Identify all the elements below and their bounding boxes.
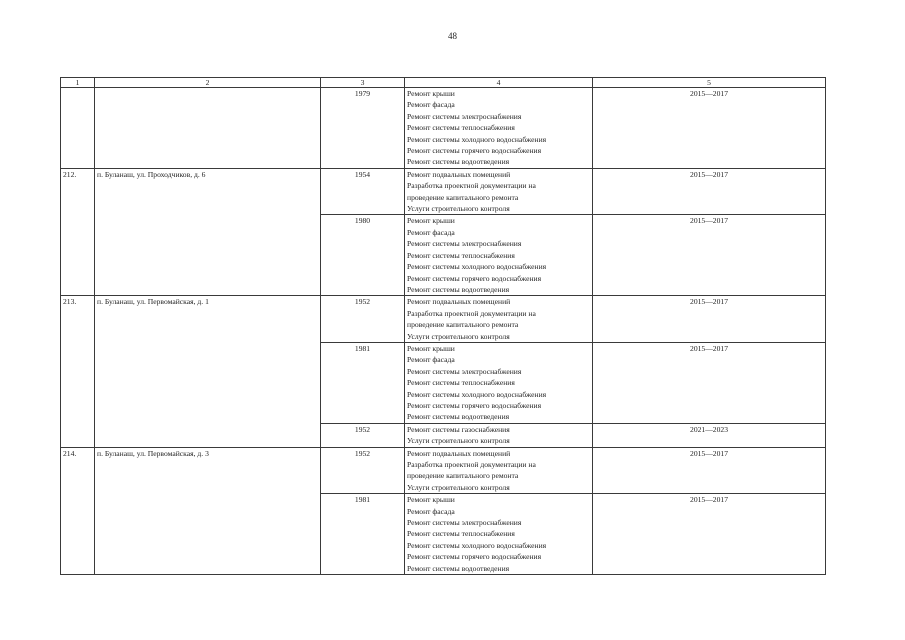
work-item: Ремонт фасада <box>407 227 455 237</box>
year-cell: 1952 <box>321 447 405 494</box>
row-number: 212. <box>61 168 95 295</box>
work-item: Услуги строительного контроля <box>407 482 510 492</box>
works-cell <box>405 423 593 447</box>
work-item: Разработка проектной документации на <box>407 181 536 191</box>
work-item: Ремонт системы электроснабжения <box>407 111 522 121</box>
row-number <box>61 88 95 169</box>
address-cell: п. Буланаш, ул. Проходчиков, д. 6 <box>95 168 321 295</box>
year-cell: 1979 <box>321 88 405 169</box>
address-cell <box>95 88 321 169</box>
work-item: Ремонт крыши <box>407 495 455 505</box>
work-item: Разработка проектной документации на <box>407 460 536 469</box>
work-item: Ремонт системы теплоснабжения <box>407 250 515 260</box>
year-cell: 1954 <box>321 168 405 215</box>
header-cell: 3 <box>321 78 405 88</box>
period-cell: 2015—2017 <box>593 215 826 296</box>
header-cell: 4 <box>405 78 593 88</box>
works-cell <box>405 494 593 575</box>
work-item: Ремонт подвальных помещений <box>407 448 511 458</box>
works-cell <box>405 215 593 296</box>
work-item: проведение капитального ремонта <box>407 320 519 330</box>
table-body <box>61 78 826 575</box>
work-item: Ремонт системы горячего водоснабжения <box>407 400 542 410</box>
work-item: Ремонт системы электроснабжения <box>407 518 522 528</box>
year-cell: 1981 <box>321 494 405 575</box>
work-item: Ремонт системы горячего водоснабжения <box>407 273 542 283</box>
work-item: Ремонт системы горячего водоснабжения <box>407 552 542 562</box>
work-item: Ремонт системы теплоснабжения <box>407 378 515 388</box>
address-cell: п. Буланаш, ул. Первомайская, д. 3 <box>95 447 321 574</box>
header-cell: 5 <box>593 78 826 88</box>
work-item: проведение капитального ремонта <box>407 192 519 202</box>
work-item: Ремонт подвальных помещений <box>407 297 511 307</box>
work-item: Ремонт системы холодного водоснабжения <box>407 262 547 272</box>
work-item: Ремонт крыши <box>407 216 455 226</box>
works-cell <box>405 447 593 494</box>
work-item: Услуги строительного контроля <box>407 331 510 341</box>
works-cell <box>405 296 593 343</box>
work-item: Ремонт системы водоотведения <box>407 412 510 422</box>
work-item: Ремонт системы теплоснабжения <box>407 529 515 539</box>
address-cell: п. Буланаш, ул. Первомайская, д. 1 <box>95 296 321 447</box>
period-cell: 2015—2017 <box>593 447 826 494</box>
repair-schedule-table <box>60 77 826 575</box>
works-cell <box>405 88 593 169</box>
works-cell <box>405 168 593 215</box>
period-cell: 2021—2023 <box>593 423 826 447</box>
work-item: Ремонт системы горячего водоснабжения <box>407 146 542 156</box>
table-row <box>61 447 826 494</box>
work-item: Услуги строительного контроля <box>407 436 510 446</box>
work-item: Ремонт подвальных помещений <box>407 169 511 179</box>
work-item: Разработка проектной документации на <box>407 308 536 318</box>
year-cell: 1952 <box>321 423 405 447</box>
period-cell: 2015—2017 <box>593 296 826 343</box>
work-item: Ремонт крыши <box>407 343 455 353</box>
year-cell: 1980 <box>321 215 405 296</box>
work-item: Ремонт системы теплоснабжения <box>407 123 515 133</box>
period-cell: 2015—2017 <box>593 88 826 169</box>
year-cell: 1981 <box>321 342 405 423</box>
work-item: Ремонт системы электроснабжения <box>407 239 522 249</box>
work-item: Услуги строительного контроля <box>407 204 510 214</box>
page-number: 48 <box>448 31 457 41</box>
table-row <box>61 88 826 169</box>
work-item: Ремонт крыши <box>407 89 455 98</box>
work-item: Ремонт системы водоотведения <box>407 563 510 573</box>
work-item: Ремонт системы водоотведения <box>407 157 510 167</box>
work-item: Ремонт системы холодного водоснабжения <box>407 389 547 399</box>
work-item: Ремонт фасада <box>407 100 455 110</box>
work-item: проведение капитального ремонта <box>407 471 519 481</box>
work-item: Ремонт системы газоснабжения <box>407 424 510 434</box>
work-item: Ремонт системы холодного водоснабжения <box>407 540 547 550</box>
works-cell <box>405 342 593 423</box>
work-item: Ремонт системы водоотведения <box>407 284 510 294</box>
header-cell: 2 <box>95 78 321 88</box>
work-item: Ремонт системы холодного водоснабжения <box>407 134 547 144</box>
work-item: Ремонт фасада <box>407 506 455 516</box>
year-cell: 1952 <box>321 296 405 343</box>
header-row <box>61 78 826 88</box>
table-row <box>61 296 826 343</box>
row-number: 214. <box>61 447 95 574</box>
header-cell: 1 <box>61 78 95 88</box>
row-number: 213. <box>61 296 95 447</box>
period-cell: 2015—2017 <box>593 494 826 575</box>
work-item: Ремонт системы электроснабжения <box>407 366 522 376</box>
table-row <box>61 168 826 215</box>
work-item: Ремонт фасада <box>407 355 455 365</box>
period-cell: 2015—2017 <box>593 342 826 423</box>
period-cell: 2015—2017 <box>593 168 826 215</box>
